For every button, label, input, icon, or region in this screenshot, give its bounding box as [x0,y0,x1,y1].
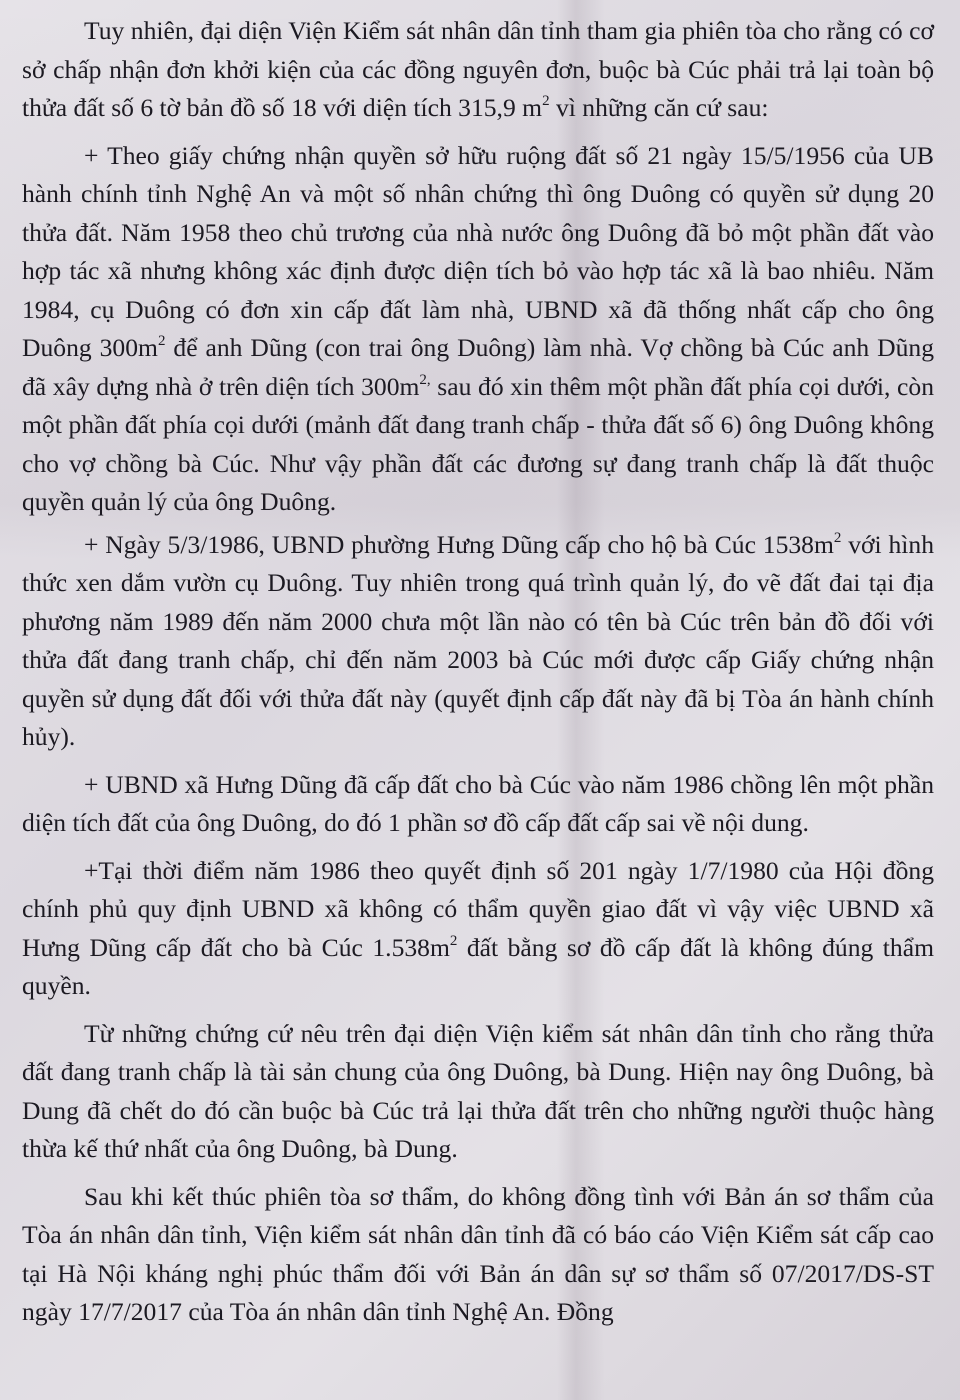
paragraph-intro [22,12,934,128]
text-segment: đất bằng sơ đồ cấp đất là không đúng thẩm quyền. [22,932,934,1000]
text-segment: + Theo giấy chứng nhận quyền sở hữu ruộng đất số 21 ngày 15/5/1956 của UB hành chính tỉnh Nghệ An và một số nhân chứng thì ông Duông có quyền sử dụng 20 thửa đất. Năm 1958 theo chủ trương của nhà nước ông Duông đã bỏ một phần đất vào hợp tác xã nhưng không xác định được diện tích bỏ vào hợp tác xã là bao nhiêu. Năm 1984, cụ Duông có đơn xin cấp đất làm nhà, UBND xã đã thống nhất cấp cho ông Duông 300m [22,140,934,362]
text-segment: vì những căn cứ sau: [549,93,769,122]
paragraph-conclusion [22,1015,934,1169]
paragraph-point-2 [22,526,934,757]
superscript: 2 [157,333,166,349]
paragraph-point-4 [22,852,934,1006]
text-segment: + UBND xã Hưng Dũng đã cấp đất cho bà Cúc vào năm 1986 chồng lên một phần diện tích đất của ông Duông, do đó 1 phần sơ đồ cấp đất cấp sai về nội dung. [22,769,934,837]
text-segment: để anh Dũng (con trai ông Duông) làm nhà. Vợ chồng bà Cúc anh Dũng đã xây dựng nhà ở trên diện tích 300m [22,333,934,401]
paragraph-appeal [22,1178,934,1332]
superscript: 2, [419,371,431,388]
text-segment: Tuy nhiên, đại diện Viện Kiểm sát nhân dân tỉnh tham gia phiên tòa cho rằng có cơ sở chấp nhận đơn khởi kiện của các đồng nguyên đơn, buộc bà Cúc phải trả lại toàn bộ thửa đất số 6 tờ bản đồ số 18 với diện tích 315,9 m [22,16,934,122]
paragraph-point-1 [22,137,934,522]
document-body [22,12,934,1341]
text-segment: với hình thức xen dắm vườn cụ Duông. Tuy nhiên trong quá trình quản lý, đo vẽ đất đai tại địa phương năm 1989 đến năm 2000 chưa một lần nào có tên bà Cúc trên bản đồ đối với thửa đất đang tranh chấp, chỉ đến năm 2003 bà Cúc mới được cấp Giấy chứng nhận quyền sử dụng đất đối với thửa đất này (quyết định cấp đất này đã bị Tòa án hành chính hủy). [22,529,935,751]
text-segment: + Ngày 5/3/1986, UBND phường Hưng Dũng cấp cho hộ bà Cúc 1538m [84,529,834,559]
paragraph-point-3 [22,766,934,843]
text-segment: sau đó xin thêm một phần đất phía cọi dưới, còn một phần đất phía cọi dưới (mảnh đất đang tranh chấp - thửa đất số 6) ông Duông không cho vợ chồng bà Cúc. Như vậy phần đất các đương sự đang tranh chấp là đất thuộc quyền quản lý của ông Duông. [22,371,934,516]
superscript: 2 [449,932,458,949]
text-segment: Từ những chứng cứ nêu trên đại diện Viện kiểm sát nhân dân tỉnh cho rằng thửa đất đang tranh chấp là tài sản chung của ông Duông, bà Dung. Hiện nay ông Duông, bà Dung đã chết do đó cần buộc bà Cúc trả lại thửa đất trên cho những người thuộc hàng thừa kế thứ nhất của ông Duông, bà Dung. [22,1018,934,1163]
text-segment: +Tại thời điểm năm 1986 theo quyết định số 201 ngày 1/7/1980 của Hội đồng chính phủ quy định UBND xã không có thẩm quyền giao đất vì vậy việc UBND xã Hưng Dũng cấp đất cho bà Cúc 1.538m [22,855,934,962]
text-segment: Sau khi kết thúc phiên tòa sơ thẩm, do không đồng tình với Bản án sơ thẩm của Tòa án nhân dân tỉnh, Viện kiểm sát nhân dân tỉnh đã có báo cáo Viện Kiểm sát cấp cao tại Hà Nội kháng nghị phúc thẩm đối với Bản án dân sự sơ thẩm số 07/2017/DS-ST ngày 17/7/2017 của Tòa án nhân dân tỉnh Nghệ An. Đồng [22,1181,934,1326]
superscript: 2 [542,93,550,109]
superscript: 2 [833,529,842,546]
